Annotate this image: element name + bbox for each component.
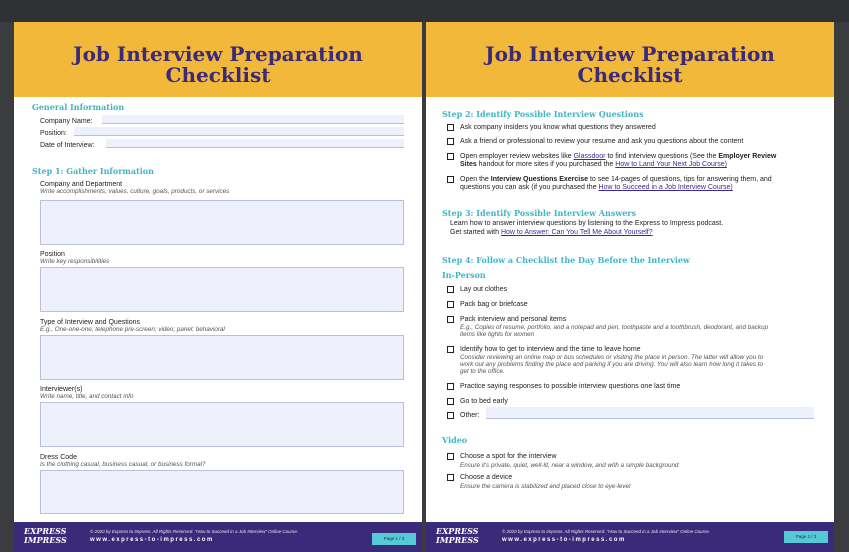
land-job-course-link[interactable]: How to Land Your Next Job Course) [615,161,727,168]
in-person-heading: In-Person [442,270,486,280]
company-name-field[interactable] [102,115,404,124]
checkbox[interactable] [447,138,454,145]
checklist-item: Open employer review websites like Glassdoor to find interview questions (See the Employer Review Sites handout for more sites if you purchased the How to Land Your Next Job Course) [460,153,777,168]
item-hint: work out any problems finding the place and parking if you are driving. You will also learn how long it takes to [460,361,764,368]
video-heading: Video [442,435,468,445]
page-title-line1: Job Interview Preparation [485,42,775,66]
position-label: Position: [40,130,67,137]
checkbox[interactable] [447,316,454,323]
checkbox[interactable] [447,286,454,293]
checklist-item: Pack interview and personal items [460,316,567,323]
document-page-1 [14,22,422,552]
checklist-item: Identify how to get to interview and the time to leave home [460,346,641,353]
step4-heading: Step 4: Follow a Checklist the Day Before the Interview [442,255,690,265]
checklist-item: Ask company insiders you know what questions they answered [460,124,656,131]
item-hint: get to the office. [460,368,505,375]
checkbox[interactable] [447,383,454,390]
viewer-top-strip [0,0,849,22]
page-title-line2: Checklist [165,63,271,87]
general-info-heading: General Information [32,102,125,112]
page-title-line2: Checklist [577,63,683,87]
page-title-line1: Job Interview Preparation [73,42,363,66]
item-hint: Ensure it's private, quiet, well-lit, near a window, and with a simple background [460,462,679,469]
item-hint: Ensure the camera is stabilized and placed close to eye-level [460,483,631,490]
section-label: Company and Department [40,181,123,188]
step3-heading: Step 3: Identify Possible Interview Answers [442,208,637,218]
checkbox[interactable] [447,176,454,183]
section-label: Position [40,251,65,258]
dress-code-box[interactable] [40,470,404,514]
position-field[interactable] [74,127,404,136]
page-footer [14,522,422,552]
page-number-badge: Page 2 / 3 [784,531,828,543]
footer-copyright: © 2020 by Express to Impress. All Rights Reserved. "How to Succeed in a Job Interview" Online Course. [90,529,299,534]
checklist-item: Open the Interview Questions Exercise to see 14-pages of questions, tips for answering them, and questions you can ask (if you purchased the How to Succeed in a Job Interview Course) [460,176,772,191]
interview-type-box[interactable] [40,335,404,380]
checkbox[interactable] [447,346,454,353]
checklist-item: Choose a device [460,474,513,481]
checkbox[interactable] [447,124,454,131]
checkbox[interactable] [447,153,454,160]
step1-heading: Step 1: Gather Information [32,166,154,176]
checklist-item: Go to bed early [460,398,508,405]
page-footer [426,522,834,552]
item-hint: Consider reviewing an online map or bus schedules or visiting the place in person. The latter will allow you to [460,354,764,361]
footer-website: www.express-to-impress.com [90,537,214,543]
checkbox[interactable] [447,301,454,308]
section-hint: Is the clothing casual, business casual, or business formal? [40,461,206,468]
position-box[interactable] [40,267,404,312]
page-number-badge: Page 1 / 3 [372,533,416,545]
company-department-box[interactable] [40,200,404,245]
interview-date-field[interactable] [106,139,404,148]
section-hint: Write key responsibilities [40,258,110,265]
section-hint: Write name, title, and contact info [40,393,134,400]
company-name-label: Company Name: [40,118,93,125]
section-hint: Write accomplishments, values, culture, goals, products, or services [40,188,230,195]
footer-copyright: © 2020 by Express to Impress. All Rights Reserved. "How to Succeed in a Job Interview" Online Course. [502,529,711,534]
podcast-link[interactable]: How to Answer: Can You Tell Me About Yourself? [500,229,653,236]
express-impress-logo: EXPRESS IMPRESS [436,526,479,545]
other-field[interactable] [486,407,814,419]
item-hint: E.g., Copies of resume, portfolio, and a notepad and pen, toothpaste and a toothbrush, deodorant, and backup [460,324,769,331]
checklist-item: Practice saying responses to possible interview questions one last time [460,383,681,390]
checklist-item: Choose a spot for the interview [460,453,557,460]
glassdoor-link[interactable]: Glassdoor [573,153,606,160]
checklist-item: Lay out clothes [460,286,508,293]
section-label: Interviewer(s) [40,386,83,393]
step2-heading: Step 2: Identify Possible Interview Questions [442,109,644,119]
express-impress-logo: EXPRESS IMPRESS [24,526,67,545]
item-hint: items like tights for women [460,331,535,338]
footer-website: www.express-to-impress.com [502,537,626,543]
checkbox[interactable] [447,474,454,481]
section-label: Type of Interview and Questions [40,319,140,326]
checkbox[interactable] [447,453,454,460]
checklist-item: Pack bag or briefcase [460,301,528,308]
interview-date-label: Date of Interview: [40,142,95,149]
document-page-2 [426,22,834,552]
step3-text: Learn how to answer interview questions by listening to the Express to Impress podcast. [450,220,724,227]
step3-text: Get started with How to Answer: Can You Tell Me About Yourself? [450,229,653,236]
section-label: Dress Code [40,454,77,461]
checkbox[interactable] [447,412,454,419]
checklist-item: Ask a friend or professional to review your resume and ask you questions about the content [460,138,744,145]
job-interview-course-link[interactable]: How to Succeed in a Job Interview Course) [598,184,733,191]
checkbox[interactable] [447,398,454,405]
interviewer-box[interactable] [40,402,404,447]
other-label: Other: [460,412,480,419]
section-hint: E.g., One-one-one; telephone pre-screen; video; panel; behavioral [40,326,225,333]
